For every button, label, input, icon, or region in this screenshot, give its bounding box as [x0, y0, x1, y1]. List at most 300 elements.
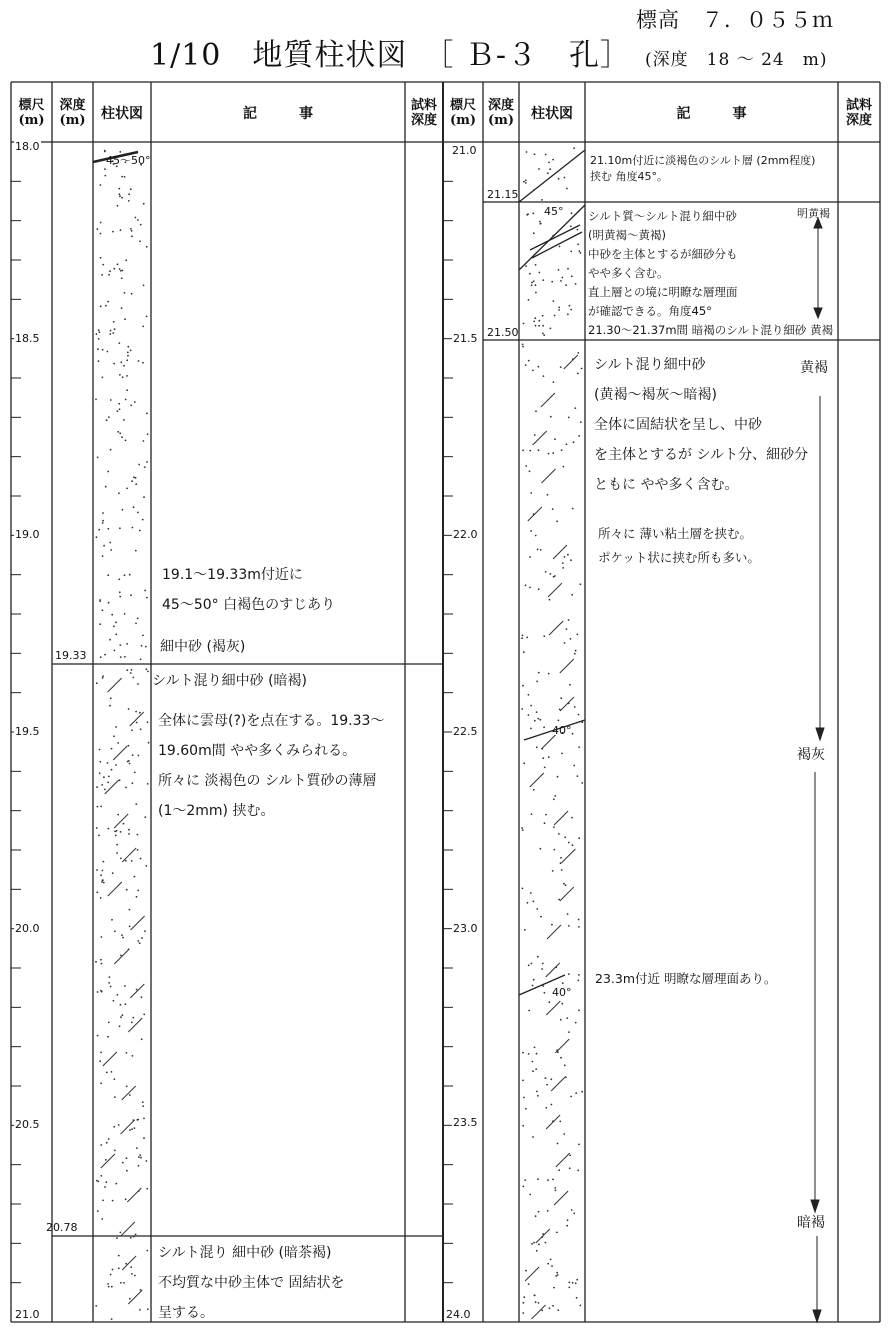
sand-dot	[542, 333, 544, 335]
sand-dot	[541, 199, 543, 201]
sand-dot	[97, 1035, 99, 1037]
sand-dot	[522, 1052, 524, 1054]
sand-dot	[130, 228, 132, 230]
sand-dot	[147, 783, 149, 785]
sand-dot	[576, 1279, 578, 1281]
sand-dot	[553, 1287, 555, 1289]
sand-dot	[535, 535, 537, 537]
sand-dot	[99, 623, 101, 625]
depth-label: 21.15	[487, 188, 519, 201]
sand-dot	[136, 1147, 138, 1149]
sand-dot	[571, 212, 573, 214]
sand-dot	[124, 318, 126, 320]
sand-dot	[566, 628, 568, 630]
sand-dot	[550, 573, 552, 575]
sand-dot	[128, 200, 130, 202]
sand-dot	[132, 754, 134, 756]
sand-dot	[120, 955, 122, 957]
sand-dot	[100, 656, 102, 658]
sand-dot	[126, 643, 128, 645]
sand-dot	[102, 349, 104, 351]
sand-dot	[135, 623, 137, 625]
sand-dot	[120, 656, 122, 658]
sand-dot	[541, 968, 543, 970]
sand-dot	[545, 1077, 547, 1079]
sand-dot	[120, 1232, 122, 1234]
sand-dot	[121, 307, 123, 309]
sand-dot	[138, 1156, 140, 1158]
sand-dot	[550, 1078, 552, 1080]
sand-dot	[103, 882, 105, 884]
sand-dot	[547, 1263, 549, 1265]
sand-dot	[118, 403, 120, 405]
sand-dot	[142, 635, 144, 637]
scale-label: 22.0	[453, 528, 478, 541]
sand-dot	[124, 613, 126, 615]
sand-dot	[538, 168, 540, 170]
silt-slash	[114, 814, 128, 828]
scale-label: 23.5	[453, 1116, 478, 1129]
sand-dot	[112, 231, 114, 233]
sand-dot	[109, 333, 111, 335]
sand-dot	[119, 151, 121, 153]
sand-dot	[108, 776, 110, 778]
header-column-right: 柱状図	[531, 106, 573, 122]
sand-dot	[119, 193, 121, 195]
sand-dot	[561, 753, 563, 755]
sand-dot	[131, 669, 133, 671]
sand-dot	[130, 405, 132, 407]
header-notes-right: 記 事	[676, 106, 747, 122]
sand-dot	[124, 176, 126, 178]
sand-dot	[120, 1282, 122, 1284]
sand-dot	[575, 1282, 577, 1284]
sand-dot	[542, 279, 544, 281]
sand-dot	[534, 434, 536, 436]
sand-dot	[567, 1219, 569, 1221]
sand-dot	[103, 861, 105, 863]
sand-dot	[114, 650, 116, 652]
silt-slash	[546, 1001, 560, 1015]
sand-dot	[99, 761, 101, 763]
scale-label: 19.0	[15, 528, 40, 541]
sand-dot	[537, 1178, 539, 1180]
sand-dot	[534, 1047, 536, 1049]
sand-dot	[527, 902, 529, 904]
sand-dot	[122, 1162, 124, 1164]
silt-slash	[533, 431, 547, 445]
sand-dot	[125, 860, 127, 862]
scale-label: 23.0	[453, 922, 478, 935]
sand-dot	[130, 350, 132, 352]
sand-dot	[95, 399, 97, 401]
sand-dot	[572, 733, 574, 735]
sand-dot	[568, 842, 570, 844]
sand-dot	[113, 735, 115, 737]
sand-dot	[574, 653, 576, 655]
sand-dot	[135, 483, 137, 485]
sand-dot	[135, 217, 137, 219]
sand-dot	[547, 1179, 549, 1181]
sand-dot	[111, 919, 113, 921]
sand-dot	[142, 326, 144, 328]
sand-dot	[551, 1104, 553, 1106]
sand-dot	[125, 1263, 127, 1265]
silt-slash	[547, 925, 561, 939]
sand-dot	[140, 658, 142, 660]
silt-slash	[131, 916, 145, 930]
sand-dot	[141, 937, 143, 939]
sand-dot	[134, 772, 136, 774]
sand-dot	[567, 313, 569, 315]
sand-dot	[132, 677, 134, 679]
sand-dot	[538, 588, 540, 590]
sand-dot	[127, 352, 129, 354]
sand-dot	[533, 189, 535, 191]
sand-dot	[563, 466, 565, 468]
header-scale-right: 標尺 (m)	[449, 98, 477, 128]
sand-dot	[126, 1086, 128, 1088]
sand-dot	[531, 963, 533, 965]
sand-dot	[121, 197, 123, 199]
color-label: 暗褐	[797, 1215, 825, 1231]
sand-dot	[550, 328, 552, 330]
sand-dot	[566, 443, 568, 445]
sand-dot	[570, 309, 572, 311]
sand-dot	[102, 512, 104, 514]
sand-dot	[142, 1101, 144, 1103]
sand-dot	[112, 1200, 114, 1202]
sand-dot	[533, 1242, 535, 1244]
sand-dot	[116, 410, 118, 412]
sand-dot	[577, 980, 579, 982]
sand-dot	[97, 348, 99, 350]
sand-dot	[525, 465, 527, 467]
sand-dot	[115, 1183, 117, 1185]
sand-dot	[551, 924, 553, 926]
sand-dot	[118, 492, 120, 494]
sand-dot	[95, 961, 97, 963]
sand-dot	[522, 1125, 524, 1127]
sand-dot	[107, 301, 109, 303]
sand-dot	[522, 685, 524, 687]
sand-dot	[571, 1209, 573, 1211]
sand-dot	[129, 1298, 131, 1300]
sand-dot	[122, 509, 124, 511]
sand-dot	[581, 721, 583, 723]
sand-dot	[106, 419, 108, 421]
sand-dot	[119, 195, 121, 197]
sand-dot	[578, 1144, 580, 1146]
sand-dot	[106, 1142, 108, 1144]
sand-dot	[147, 671, 149, 673]
sand-dot	[577, 775, 579, 777]
sand-dot	[561, 449, 563, 451]
sand-dot	[553, 849, 555, 851]
sand-dot	[569, 1155, 571, 1157]
sand-dot	[143, 203, 145, 205]
sand-dot	[98, 360, 100, 362]
sand-dot	[553, 826, 555, 828]
sand-dot	[573, 147, 575, 149]
sand-dot	[540, 848, 542, 850]
sand-dot	[104, 168, 106, 170]
silt-slash	[530, 773, 544, 787]
sand-dot	[578, 837, 580, 839]
depth-label: 20.78	[46, 1221, 78, 1234]
header-depth-left: 深度 (m)	[59, 98, 86, 128]
sand-dot	[525, 364, 527, 366]
sand-dot	[108, 828, 110, 830]
sand-dot	[114, 328, 116, 330]
sand-dot	[528, 1053, 530, 1055]
sand-dot	[537, 956, 539, 958]
sand-dot	[545, 1242, 547, 1244]
sand-dot	[125, 1198, 127, 1200]
sand-dot	[569, 305, 571, 307]
sand-dot	[528, 714, 530, 716]
sand-dot	[101, 274, 103, 276]
sand-dot	[143, 1137, 145, 1139]
sand-dot	[543, 726, 545, 728]
sand-dot	[100, 1082, 102, 1084]
sand-dot	[540, 916, 542, 918]
silt-slash	[532, 1305, 546, 1319]
sand-dot	[100, 257, 102, 259]
sand-dot	[548, 162, 550, 164]
header-notes-left: 記 事	[243, 106, 313, 122]
sand-dot	[111, 1071, 113, 1073]
sand-dot	[129, 1129, 131, 1131]
silt-slash	[122, 848, 136, 862]
sand-dot	[144, 466, 146, 468]
sand-dot	[554, 315, 556, 317]
sand-dot	[124, 985, 126, 987]
sand-dot	[104, 175, 106, 177]
sand-dot	[540, 223, 542, 225]
sand-dot	[536, 1250, 538, 1252]
sand-dot	[143, 285, 145, 287]
sand-dot	[129, 909, 131, 911]
sand-dot	[111, 748, 113, 750]
sand-dot	[536, 908, 538, 910]
sand-dot	[529, 470, 531, 472]
sand-dot	[529, 587, 531, 589]
sand-dot	[568, 417, 570, 419]
scale-label: 21.0	[452, 144, 477, 157]
sand-dot	[536, 681, 538, 683]
sand-dot	[522, 635, 524, 637]
sand-dot	[100, 874, 102, 876]
sand-dot	[109, 270, 111, 272]
sand-dot	[146, 246, 148, 248]
sand-dot	[131, 1022, 133, 1024]
sand-dot	[530, 892, 532, 894]
sand-dot	[126, 1157, 128, 1159]
sand-dot	[100, 806, 102, 808]
sand-dot	[565, 884, 567, 886]
sand-dot	[108, 1138, 110, 1140]
sand-dot	[139, 1309, 141, 1311]
sand-dot	[146, 1188, 148, 1190]
sand-dot	[127, 355, 129, 357]
sand-dot	[97, 457, 99, 459]
sand-dot	[537, 718, 539, 720]
sand-dot	[538, 325, 540, 327]
sand-dot	[102, 522, 104, 524]
sand-dot	[536, 711, 538, 713]
sand-dot	[575, 1092, 577, 1094]
sand-dot	[100, 184, 102, 186]
sand-dot	[107, 1036, 109, 1038]
sand-dot	[522, 346, 524, 348]
sand-dot	[119, 527, 121, 529]
sand-dot	[537, 1095, 539, 1097]
sand-dot	[551, 1265, 553, 1267]
sand-dot	[108, 416, 110, 418]
sand-dot	[530, 530, 532, 532]
sand-dot	[105, 1181, 107, 1183]
sand-dot	[142, 362, 144, 364]
sand-dot	[545, 571, 547, 573]
sand-dot	[146, 1250, 148, 1252]
silt-slash	[564, 355, 578, 369]
sand-dot	[523, 651, 525, 653]
sand-dot	[131, 235, 133, 237]
sand-dot	[110, 986, 112, 988]
sand-dot	[541, 1310, 543, 1312]
sand-dot	[577, 229, 579, 231]
silt-slash	[546, 963, 560, 977]
sand-dot	[578, 1009, 580, 1011]
sand-dot	[102, 609, 104, 611]
sand-dot	[542, 757, 544, 759]
sand-dot	[568, 925, 570, 927]
sand-dot	[102, 1200, 104, 1202]
sand-dot	[119, 408, 121, 410]
sand-dot	[549, 1307, 551, 1309]
sand-dot	[97, 806, 99, 808]
sand-dot	[557, 1143, 559, 1145]
sand-dot	[566, 1225, 568, 1227]
color-label: 褐灰	[797, 747, 825, 763]
sand-dot	[96, 891, 98, 893]
sand-dot	[96, 786, 98, 788]
silt-slash	[546, 1115, 560, 1129]
sand-dot	[543, 375, 545, 377]
sand-dot	[556, 520, 558, 522]
sand-dot	[111, 1286, 113, 1288]
sand-dot	[145, 865, 147, 867]
sand-dot	[557, 1274, 559, 1276]
sand-dot	[135, 1234, 137, 1236]
sand-dot	[119, 644, 121, 646]
sand-dot	[100, 1175, 102, 1177]
sand-dot	[130, 1266, 132, 1268]
sand-dot	[557, 776, 559, 778]
sand-dot	[535, 1215, 537, 1217]
sand-dot	[134, 876, 136, 878]
sand-dot	[132, 1017, 134, 1019]
sand-dot	[535, 1301, 537, 1303]
sand-dot	[99, 1060, 101, 1062]
sand-dot	[554, 795, 556, 797]
sand-dot	[572, 1282, 574, 1284]
sand-dot	[522, 888, 524, 890]
sand-dot	[525, 1270, 527, 1272]
sand-dot	[529, 273, 531, 275]
sand-dot	[558, 720, 560, 722]
sand-dot	[143, 1014, 145, 1016]
sand-dot	[116, 844, 118, 846]
sand-dot	[544, 767, 546, 769]
sand-dot	[132, 1055, 134, 1057]
sand-dot	[113, 1078, 115, 1080]
sand-dot	[554, 438, 556, 440]
sand-dot	[580, 1305, 582, 1307]
sand-dot	[118, 188, 120, 190]
sand-dot	[136, 722, 138, 724]
sand-dot	[120, 858, 122, 860]
silt-slash	[105, 780, 119, 794]
sand-dot	[105, 1159, 107, 1161]
sand-dot	[120, 1016, 122, 1018]
sand-dot	[115, 764, 117, 766]
sand-dot	[547, 494, 549, 496]
sand-dot	[567, 268, 569, 270]
sand-dot	[569, 684, 571, 686]
sand-dot	[139, 1154, 141, 1156]
sand-dot	[535, 325, 537, 327]
sand-dot	[137, 512, 139, 514]
sand-dot	[143, 496, 145, 498]
sand-dot	[522, 829, 524, 831]
sand-dot	[572, 508, 574, 510]
sand-dot	[573, 1213, 575, 1215]
sand-dot	[129, 926, 131, 928]
sand-dot	[564, 1064, 566, 1066]
angle-label: 40°	[552, 724, 572, 737]
sand-dot	[559, 246, 561, 248]
sand-dot	[99, 772, 101, 774]
sand-dot	[129, 763, 131, 765]
sand-dot	[574, 407, 576, 409]
sand-dot	[561, 277, 563, 279]
sand-dot	[578, 714, 580, 716]
silt-slash	[536, 1229, 550, 1243]
sand-dot	[570, 559, 572, 561]
sand-dot	[548, 453, 550, 455]
sand-dot	[574, 706, 576, 708]
silt-slash	[525, 1267, 539, 1281]
sand-dot	[558, 899, 560, 901]
sand-dot	[143, 440, 145, 442]
sand-dot	[529, 450, 531, 452]
header-column-left: 柱状図	[101, 106, 143, 122]
sand-dot	[118, 1255, 120, 1257]
sand-dot	[131, 729, 133, 731]
sand-dot	[101, 881, 103, 883]
sand-dot	[115, 726, 117, 728]
sand-dot	[130, 188, 132, 190]
sand-dot	[120, 229, 122, 231]
sand-dot	[578, 250, 580, 252]
note-right-2: シルト質～シルト混り細中砂 (明黄褐～黄褐) 中砂を主体とするが細砂分も やや多く含む。 直上層との境に明瞭な層理面 が確認できる。角度45° 21.30～21.37m間 暗褐のシルト混り細砂 黄褐	[588, 209, 834, 337]
sand-dot	[125, 399, 127, 401]
sand-dot	[552, 452, 554, 454]
sand-dot	[109, 976, 111, 978]
sand-dot	[111, 1318, 113, 1320]
